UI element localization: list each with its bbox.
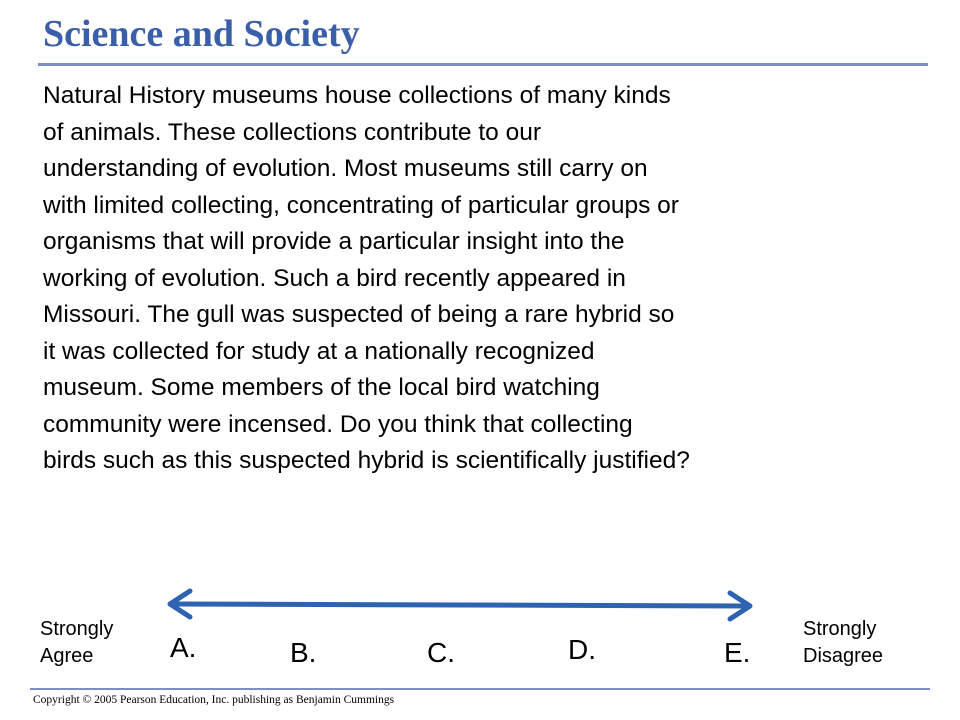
choice-e[interactable]: E. [724,637,751,668]
footer-divider [30,688,930,690]
copyright-notice: Copyright © 2005 Pearson Education, Inc. publishing as Benjamin Cummings [33,694,395,706]
question-line: understanding of evolution. Most museums still carry on [43,155,648,182]
choice-b[interactable]: B. [290,637,317,668]
choice-d[interactable]: D. [568,634,596,665]
choice-c[interactable]: C. [427,637,455,668]
double-arrow-icon [160,585,760,625]
question-line: with limited collecting, concentrating of particular groups or [43,191,679,219]
slide-title: Science and Society [43,13,360,55]
question-text [43,78,903,480]
question-line: community were incensed. Do you think that collecting [43,410,633,438]
question-line: organisms that will provide a particular insight into the [43,228,625,255]
strongly-disagree-line1: Strongly [803,618,877,640]
strongly-disagree-line2: Disagree [803,645,884,667]
question-line: it was collected for study at a nationally recognized [43,337,595,365]
question-line: of animals. These collections contribute to our [43,118,541,146]
question-line: Missouri. The gull was suspected of being a rare hybrid so [43,301,675,328]
question-line: Natural History museums house collections of many kinds [43,82,671,109]
question-line: birds such as this suspected hybrid is scientifically justified? [43,447,690,474]
question-line: museum. Some members of the local bird watching [43,374,600,401]
strongly-disagree-label [803,616,883,670]
question-line: working of evolution. Such a bird recently appeared in [43,264,626,292]
strongly-agree-line1: Strongly [40,618,114,640]
choice-a[interactable]: A. [170,632,197,663]
strongly-agree-line2: Agree [40,645,94,667]
strongly-agree-label [40,616,113,670]
title-divider [38,63,928,66]
